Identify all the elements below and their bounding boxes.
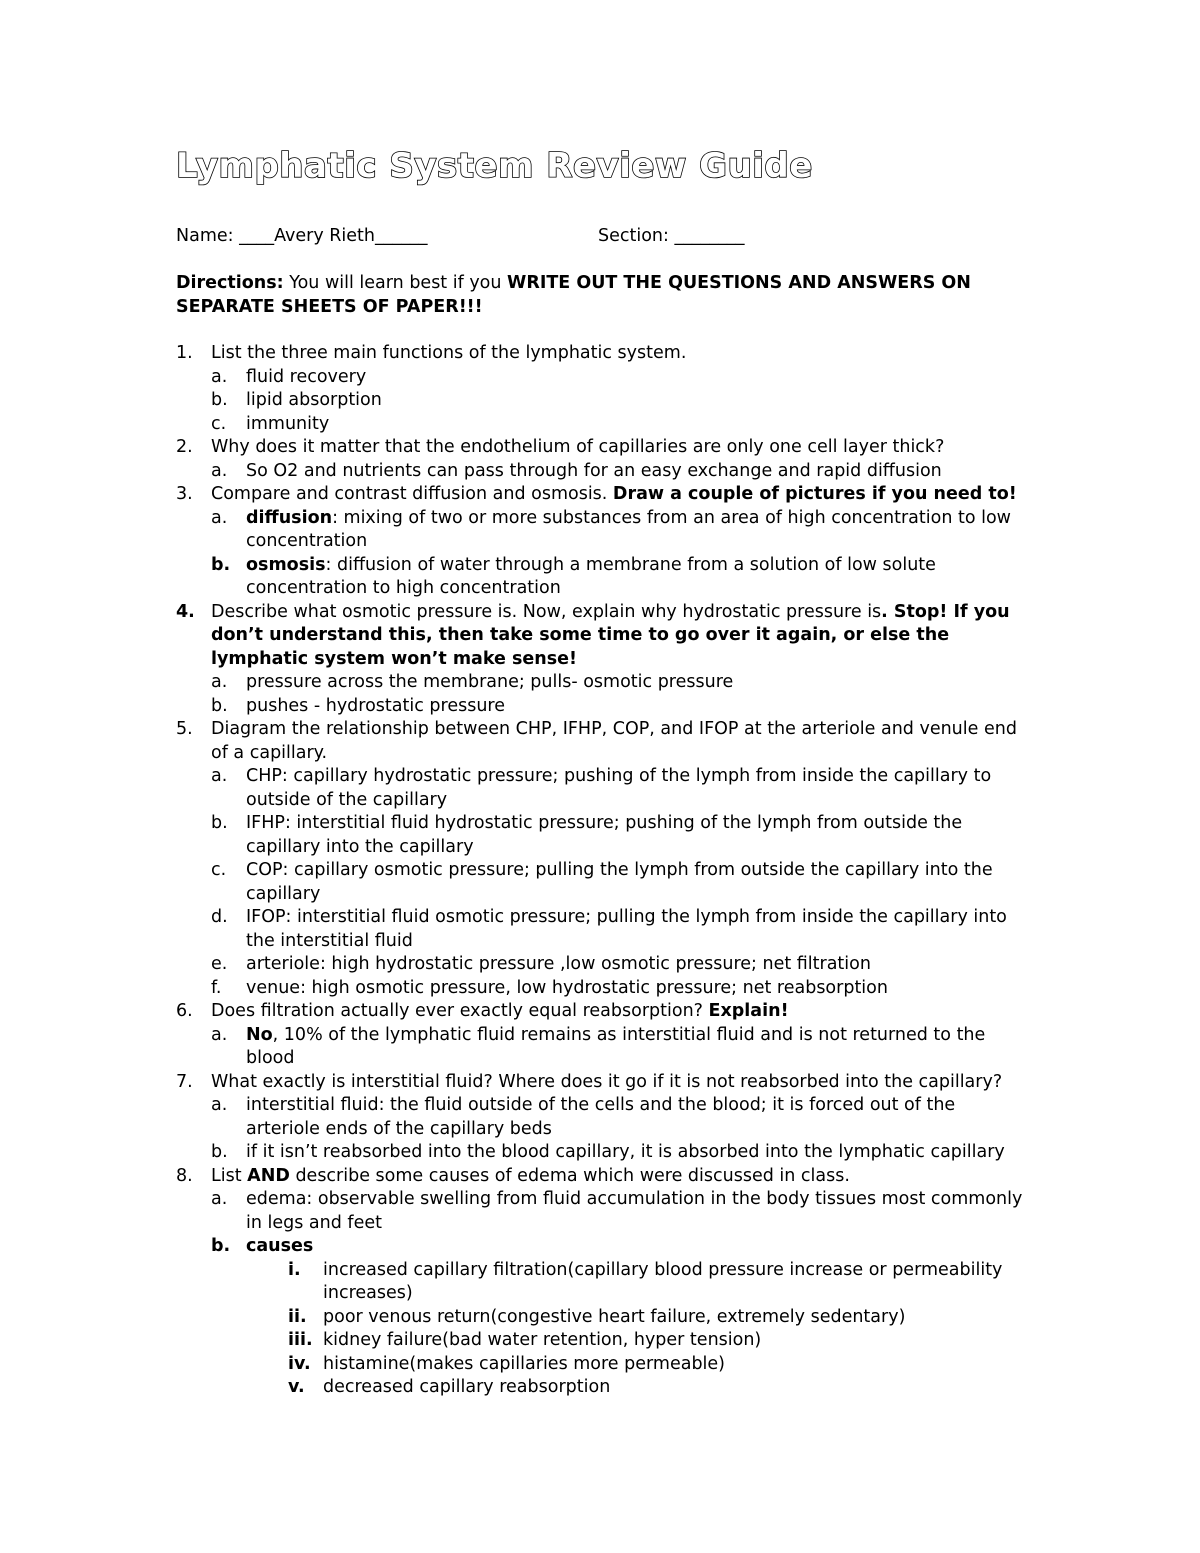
question-text: Why does it matter that the endothelium of capillaries are only one cell layer thick? xyxy=(211,437,945,457)
answer-7b xyxy=(176,1141,1026,1165)
answer-term: diffusion xyxy=(246,507,333,528)
answer-label: a. xyxy=(211,1024,228,1045)
answer-label: a. xyxy=(211,672,228,692)
answer-text: lipid absorption xyxy=(246,390,382,410)
answer-6a xyxy=(176,1024,1026,1071)
answer-label: e. xyxy=(211,954,228,974)
question-1 xyxy=(176,342,1026,366)
answer-text: COP: capillary osmotic pressure; pulling the lymph from outside the capillary into the capillary xyxy=(246,860,993,904)
cause-label: ii. xyxy=(288,1306,307,1327)
answer-5a xyxy=(176,765,1026,812)
directions-emphasis: WRITE OUT THE QUESTIONS AND ANSWERS ON SEPARATE SHEETS OF PAPER!!! xyxy=(176,273,971,317)
question-8 xyxy=(176,1165,1026,1189)
answer-2a xyxy=(176,460,1026,484)
answer-text: venue: high osmotic pressure, low hydrostatic pressure; net reabsorption xyxy=(246,977,888,998)
question-text: Does filtration actually ever exactly equal reabsorption? xyxy=(211,1001,709,1021)
question-text: What exactly is interstitial fluid? Where does it go if it is not reabsorbed into the capillary? xyxy=(211,1071,1003,1092)
question-number: 1. xyxy=(176,343,193,363)
answer-3b xyxy=(176,554,1026,601)
directions-lead: Directions: xyxy=(176,273,284,293)
answer-text: pressure across the membrane; pulls- osmotic pressure xyxy=(246,672,734,692)
cause-label: i. xyxy=(288,1259,301,1280)
question-text: Compare and contrast diffusion and osmosis. xyxy=(211,484,613,504)
answer-5c xyxy=(176,859,1026,906)
cause-item xyxy=(176,1329,1026,1353)
question-emphasis: Draw a couple of pictures if you need to! xyxy=(612,484,1017,504)
answer-text: immunity xyxy=(246,413,330,434)
question-number: 6. xyxy=(176,1001,193,1021)
answer-text: : mixing of two or more substances from an area of high concentration to low concentration xyxy=(246,507,1011,551)
cause-text: histamine(makes capillaries more permeable) xyxy=(323,1353,726,1374)
page-title: Lymphatic System Review Guide xyxy=(176,146,813,186)
cause-text: kidney failure(bad water retention, hyper tension) xyxy=(323,1330,762,1350)
cause-text: poor venous return(congestive heart failure, extremely sedentary) xyxy=(323,1306,906,1327)
answer-label: a. xyxy=(211,1095,228,1115)
answer-label: a. xyxy=(211,766,228,786)
answer-5d xyxy=(176,906,1026,953)
cause-text: increased capillary filtration(capillary blood pressure increase or permeability increases) xyxy=(323,1259,1003,1303)
question-4 xyxy=(176,601,1026,672)
answer-label: b. xyxy=(211,695,228,716)
name-section-row xyxy=(176,226,1076,252)
question-emphasis: . Stop! If you don’t understand this, then take some time to go over it again, or else the lymphatic system won’t make sense! xyxy=(211,601,1010,669)
answer-label: b. xyxy=(211,390,228,410)
answer-text: : diffusion of water through a membrane from a solution of low solute concentration to high concentration xyxy=(246,554,936,598)
cause-label: v. xyxy=(288,1377,305,1397)
answer-1b xyxy=(176,389,1026,413)
question-text: Describe what osmotic pressure is. Now, explain why hydrostatic pressure is xyxy=(211,601,882,622)
cause-text: decreased capillary reabsorption xyxy=(323,1377,611,1397)
answer-1a xyxy=(176,366,1026,390)
answer-7a xyxy=(176,1094,1026,1141)
answer-label: b. xyxy=(211,1236,231,1256)
question-emphasis: Explain! xyxy=(708,1001,789,1021)
section-field: Section: ________ xyxy=(598,226,745,246)
answer-text: So O2 and nutrients can pass through for an easy exchange and rapid diffusion xyxy=(246,460,942,481)
question-6 xyxy=(176,1000,1026,1024)
question-7 xyxy=(176,1071,1026,1095)
question-text: List xyxy=(211,1165,248,1186)
question-number: 8. xyxy=(176,1165,193,1186)
answer-term: causes xyxy=(246,1236,314,1256)
answer-label: b. xyxy=(211,813,228,833)
question-emphasis: AND xyxy=(247,1165,290,1186)
answer-label: b. xyxy=(211,554,231,575)
answer-term: No xyxy=(246,1024,273,1045)
question-number: 3. xyxy=(176,484,193,504)
answer-label: c. xyxy=(211,860,227,880)
cause-label: iv. xyxy=(288,1353,311,1374)
answer-label: d. xyxy=(211,907,228,927)
directions xyxy=(176,271,1016,319)
directions-text: You will learn best if you xyxy=(283,273,508,293)
answer-4a xyxy=(176,671,1026,695)
answer-8b xyxy=(176,1235,1026,1259)
answer-label: a. xyxy=(211,366,228,387)
question-text-continued: describe some causes of edema which were discussed in class. xyxy=(289,1165,850,1186)
answer-text: arteriole: high hydrostatic pressure ,low osmotic pressure; net filtration xyxy=(246,954,871,974)
answer-label: a. xyxy=(211,507,228,528)
question-list xyxy=(176,342,1026,1400)
answer-label: b. xyxy=(211,1142,228,1162)
answer-text: CHP: capillary hydrostatic pressure; pushing of the lymph from inside the capillary to outside of the capillary xyxy=(246,766,992,810)
answer-4b xyxy=(176,695,1026,719)
question-5 xyxy=(176,718,1026,765)
answer-label: a. xyxy=(211,460,228,481)
question-number: 5. xyxy=(176,719,193,739)
cause-item xyxy=(176,1259,1026,1306)
name-field: Name: ____Avery Rieth______ xyxy=(176,226,428,246)
answer-1c xyxy=(176,413,1026,437)
question-number: 4. xyxy=(176,601,195,622)
answer-5b xyxy=(176,812,1026,859)
answer-5f xyxy=(176,977,1026,1001)
answer-term: osmosis xyxy=(246,554,326,575)
cause-item xyxy=(176,1306,1026,1330)
answer-3a xyxy=(176,507,1026,554)
answer-text: pushes - hydrostatic pressure xyxy=(246,695,506,716)
answer-label: a. xyxy=(211,1189,228,1209)
answer-text: IFHP: interstitial fluid hydrostatic pressure; pushing of the lymph from outside the capillary into the capillary xyxy=(246,813,963,857)
question-number: 7. xyxy=(176,1071,193,1092)
answer-text: , 10% of the lymphatic fluid remains as interstitial fluid and is not returned to the blood xyxy=(246,1024,986,1068)
question-text: List the three main functions of the lymphatic system. xyxy=(211,343,687,363)
answer-5e xyxy=(176,953,1026,977)
answer-label: c. xyxy=(211,413,227,434)
cause-item xyxy=(176,1376,1026,1400)
answer-text: IFOP: interstitial fluid osmotic pressure; pulling the lymph from inside the capillary into the interstitial fluid xyxy=(246,907,1007,951)
cause-item xyxy=(176,1353,1026,1377)
cause-label: iii. xyxy=(288,1330,313,1350)
answer-text: if it isn’t reabsorbed into the blood capillary, it is absorbed into the lymphatic capillary xyxy=(246,1142,1005,1162)
answer-text: edema: observable swelling from fluid accumulation in the body tissues most commonly in legs and feet xyxy=(246,1189,1023,1233)
answer-text: fluid recovery xyxy=(246,366,367,387)
answer-label: f. xyxy=(211,977,222,998)
question-text: Diagram the relationship between CHP, IFHP, COP, and IFOP at the arteriole and venule end of a capillary. xyxy=(211,719,1017,763)
question-3 xyxy=(176,483,1026,507)
answer-text: interstitial fluid: the fluid outside of the cells and the blood; it is forced out of the arteriole ends of the capillary beds xyxy=(246,1095,956,1139)
question-number: 2. xyxy=(176,437,193,457)
answer-8a xyxy=(176,1188,1026,1235)
question-2 xyxy=(176,436,1026,460)
